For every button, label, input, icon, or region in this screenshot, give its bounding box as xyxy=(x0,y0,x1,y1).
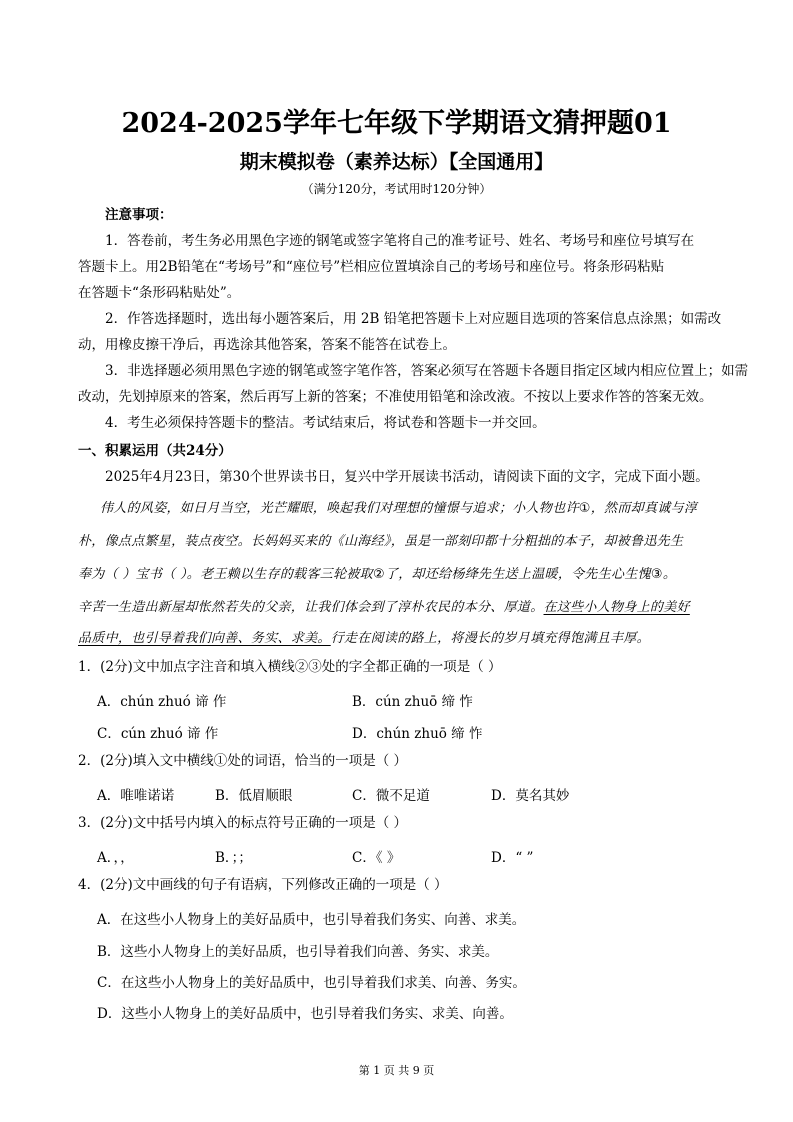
page-subtitle: 期末模拟卷（素养达标）【全国通用】 xyxy=(239,151,554,173)
passage-line-4 xyxy=(78,596,690,615)
page-number: 第 1 页 共 9 页 xyxy=(358,1064,435,1077)
passage-text: 行走在阅读的路上，将漫长的岁月填充得饱满且丰厚。 xyxy=(330,631,650,646)
option-b: B．这些小人物身上的美好品质，也引导着我们向善、务实、求美。 xyxy=(97,944,499,960)
question-stem: 4．(2分)文中画线的句子有语病，下列修改正确的一项是（ ） xyxy=(78,877,448,893)
option-a: A．，， xyxy=(97,850,134,866)
notice-line: 2．作答选择题时，选出每小题答案后，用 2B 铅笔把答题卡上对应题目选项的答案信息点涂黑；如需改 xyxy=(105,311,722,327)
option-c: C．《 》 xyxy=(352,850,401,866)
option-a: A．chún zhuó 谛 作 xyxy=(97,694,227,710)
underlined-sentence: 在这些小人物身上的美好 xyxy=(543,600,690,615)
option-b: B．cún zhuō 缔 怍 xyxy=(352,694,473,710)
notice-line: 3．非选择题必须用黑色字迹的钢笔或签字笔作答，答案必须写在答题卡各题目指定区域内相应位置上；如需 xyxy=(105,363,749,379)
passage-text: 辛苦一生造出新屋却怅然若失的父亲，让我们体会到了淳朴农民的本分、厚道。 xyxy=(78,600,544,615)
question-stem: 2．(2分)填入文中横线①处的词语，恰当的一项是（ ） xyxy=(78,753,408,769)
underlined-sentence: 品质中，也引导着我们向善、务实、求美。 xyxy=(78,631,331,646)
passage-line: 朴，像点点繁星，装点夜空。长妈妈买来的《山海经》，虽是一部刻印都十分粗拙的本子，却被鲁迅先生 xyxy=(78,534,684,549)
notice-line: 1．答卷前，考生务必用黑色字迹的钢笔或签字笔将自己的准考证号、姓名、考场号和座位号填写在 xyxy=(105,233,695,249)
notice-line: 4．考生必须保持答题卡的整洁。考试结束后，将试卷和答题卡一并交回。 xyxy=(105,415,546,431)
option-b: B．；； xyxy=(215,850,252,866)
option-d: D．莫名其妙 xyxy=(491,788,570,804)
option-c: C．在这些小人物身上的美好品质中，也引导着我们求美、向善、务实。 xyxy=(97,975,526,991)
score-note: （满分120分，考试用时120分钟） xyxy=(301,182,492,196)
section-heading: 一、积累运用（共24分） xyxy=(78,443,232,459)
notice-line: 改动，先划掉原来的答案，然后再写上新的答案；不准使用铅笔和涂改液。不按以上要求作答的答案无效。 xyxy=(78,389,713,405)
passage-line: 伟人的风姿，如日月当空，光芒耀眼，唤起我们对理想的憧憬与追求；小人物也许①，然而却真诚与淳 xyxy=(100,501,698,516)
passage-line: 奉为（ ）宝书（ ）。老王赖以生存的载客三轮被取②了，却还给杨绛先生送上温暖，令先生心生愧③。 xyxy=(78,567,677,582)
notice-heading: 注意事项： xyxy=(105,207,173,223)
question-stem: 3．(2分)文中括号内填入的标点符号正确的一项是（ ） xyxy=(78,815,408,831)
page-title: 2024-2025学年七年级下学期语文猜押题01 xyxy=(121,108,672,139)
question-stem: 1．(2分)文中加点字注音和填入横线②③处的字全都正确的一项是（ ） xyxy=(78,659,502,675)
option-c: C．cún zhuó 谛 作 xyxy=(97,726,219,742)
notice-line: 答题卡上。用2B铅笔在“考场号”和“座位号”栏相应位置填涂自己的考场号和座位号。将条形码粘贴 xyxy=(78,259,665,275)
option-a: A．唯唯诺诺 xyxy=(97,788,175,804)
option-c: C．微不足道 xyxy=(352,788,430,804)
notice-line: 在答题卡“条形码粘贴处”。 xyxy=(78,285,241,301)
option-d: D．chún zhuō 缔 怍 xyxy=(352,726,483,742)
section-intro: 2025年4月23日，第30个世界读书日，复兴中学开展读书活动，请阅读下面的文字，完成下面小题。 xyxy=(105,469,709,485)
option-b: B．低眉顺眼 xyxy=(215,788,293,804)
option-a: A．在这些小人物身上的美好品质中，也引导着我们务实、向善、求美。 xyxy=(97,912,526,928)
option-d: D．“ ” xyxy=(491,850,534,866)
passage-line-5 xyxy=(78,627,650,646)
notice-line: 动，用橡皮擦干净后，再选涂其他答案，答案不能答在试卷上。 xyxy=(78,337,456,353)
option-d: D．这些小人物身上的美好品质中，也引导着我们务实、求美、向善。 xyxy=(97,1006,513,1022)
